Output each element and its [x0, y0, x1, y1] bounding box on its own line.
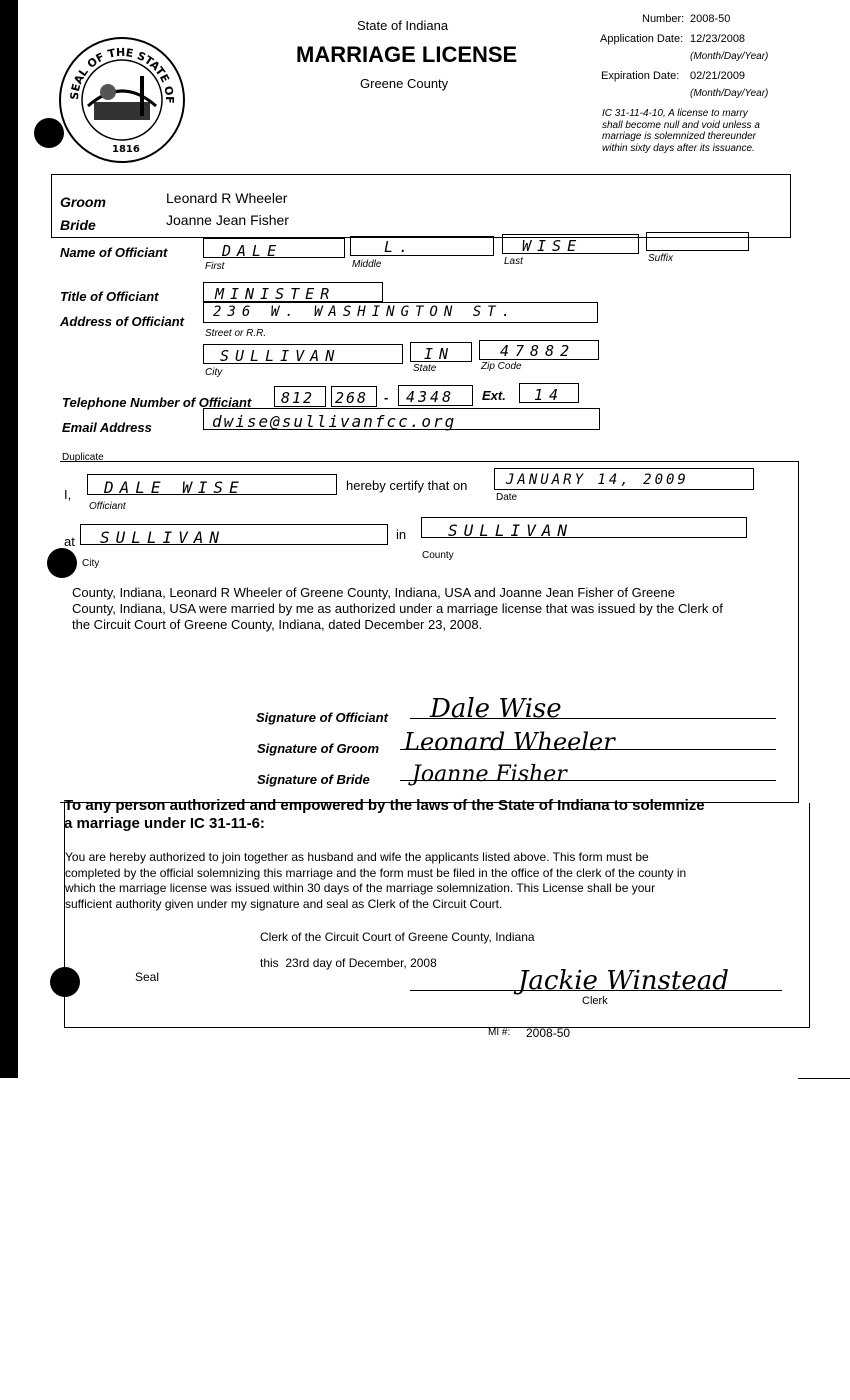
groom-name: Leonard R Wheeler: [166, 190, 288, 206]
phone-prefix: 268: [335, 389, 369, 407]
authority-body-line: sufficient authority given under my signature and seal as Clerk of the Circuit Court.: [65, 896, 503, 911]
last-caption: Last: [504, 256, 523, 267]
date-caption: Date: [496, 492, 518, 503]
duplicate-label: Duplicate: [62, 452, 104, 463]
phone-label: Telephone Number of Officiant: [62, 395, 252, 410]
clerk-of-court: Clerk of the Circuit Court of Greene County, Indiana: [260, 930, 535, 944]
phone-line: 4348: [406, 388, 455, 406]
certification-body: [72, 585, 723, 633]
groom-label: Groom: [60, 194, 106, 210]
statute-note: [602, 108, 760, 154]
ceremony-city-caption: City: [82, 558, 100, 569]
city-caption: City: [205, 367, 223, 378]
bride-signature: Joanne Fisher: [412, 762, 567, 787]
statute-line: IC 31-11-4-10, A license to marry: [602, 108, 748, 119]
bride-name: Joanne Jean Fisher: [166, 212, 289, 228]
certify-text: hereby certify that on: [346, 478, 468, 493]
phone-dash: -: [384, 390, 389, 405]
certify-date: JANUARY 14, 2009: [506, 472, 689, 488]
certify-officiant: DALE WISE: [104, 478, 245, 497]
ceremony-county: SULLIVAN: [448, 521, 574, 540]
header-county: Greene County: [360, 76, 449, 91]
officiant-middle-field[interactable]: [350, 236, 494, 256]
authority-body-line: You are hereby authorized to join together as husband and wife the applicants listed above. This form must be: [65, 850, 649, 864]
county-caption: County: [422, 550, 454, 561]
seal-label: Seal: [135, 970, 160, 984]
officiant-street: 236 W. WASHINGTON ST.: [213, 304, 517, 320]
ext-value: 14: [534, 386, 565, 404]
groom-signature: Leonard Wheeler: [404, 728, 615, 756]
seal-ring-text: SEAL OF THE STATE OF: [67, 45, 177, 104]
officiant-address-label: Address of Officiant: [60, 314, 185, 329]
sig-bride-line: [400, 780, 776, 781]
officiant-caption: Officiant: [89, 501, 126, 512]
officiant-state: IN: [424, 345, 455, 363]
authority-heading-line: To any person authorized and empowered by the laws of the State of Indiana to solemnize: [64, 797, 705, 814]
couple-box: [51, 174, 791, 238]
authority-heading: [64, 797, 705, 833]
officiant-zip: 47882: [500, 342, 576, 360]
email-label: Email Address: [62, 420, 152, 435]
statute-line: shall become null and void unless a: [602, 119, 760, 131]
clerk-label: Clerk: [582, 995, 608, 1007]
suffix-caption: Suffix: [648, 253, 674, 264]
sig-officiant-label: Signature of Officiant: [256, 710, 388, 725]
svg-text:SEAL OF THE STATE OF INDIANA: [58, 36, 176, 104]
officiant-signature: Dale Wise: [430, 694, 562, 724]
officiant-name-label: Name of Officiant: [60, 245, 168, 260]
mi-number: 2008-50: [526, 1026, 571, 1040]
officiant-middle: L.: [384, 238, 415, 256]
middle-caption: Middle: [352, 259, 382, 270]
mi-label: MI #:: [488, 1027, 511, 1038]
ext-label: Ext.: [482, 388, 506, 403]
authority-body: [65, 850, 686, 912]
page-title: MARRIAGE LICENSE: [296, 42, 518, 67]
seal-year: 1816: [112, 144, 140, 155]
date-format-2: (Month/Day/Year): [690, 88, 769, 99]
certification-line: County, Indiana, Leonard R Wheeler of Greene County, Indiana, USA and Joanne Jean Fisher of Greene: [72, 585, 675, 600]
sig-groom-line: [400, 749, 776, 750]
state-seal: [58, 36, 186, 164]
officiant-first: DALE: [222, 242, 283, 260]
expiration-date: 02/21/2009: [690, 70, 746, 82]
application-date-label: Application Date:: [600, 33, 684, 45]
email-value: dwise@sullivanfcc.org: [212, 412, 457, 431]
i-label: I,: [64, 487, 72, 502]
header-state: State of Indiana: [357, 18, 449, 33]
statute-line: marriage is solemnized thereunder: [602, 131, 756, 142]
date-format-1: (Month/Day/Year): [690, 51, 769, 62]
application-date: 12/23/2008: [690, 33, 746, 45]
ceremony-city: SULLIVAN: [100, 528, 226, 547]
expiration-date-label: Expiration Date:: [601, 70, 680, 82]
officiant-title-label: Title of Officiant: [60, 289, 159, 304]
street-caption: Street or R.R.: [205, 328, 267, 339]
certification-line: County, Indiana, USA were married by me as authorized under a marriage license that was issued by the Clerk of: [72, 601, 723, 616]
sig-officiant-line: [410, 718, 776, 719]
authority-body-line: completed by the official solemnizing this marriage and the form must be filed in the office of the clerk of the county in: [65, 865, 687, 880]
clerk-signature: Jackie Winstead: [518, 966, 729, 996]
issue-day: this 23rd day of December, 2008: [260, 956, 437, 970]
sig-groom-label: Signature of Groom: [257, 741, 380, 756]
zip-caption: Zip Code: [481, 361, 522, 372]
officiant-city: SULLIVAN: [220, 347, 341, 365]
authority-heading-line: a marriage under IC 31-11-6:: [64, 815, 265, 832]
state-caption: State: [413, 363, 437, 374]
scan-edge-line: [798, 1078, 850, 1079]
phone-area: 812: [281, 389, 315, 407]
statute-line: within sixty days after its issuance.: [602, 142, 755, 154]
bride-label: Bride: [60, 217, 96, 233]
officiant-last: WISE: [522, 237, 583, 255]
license-number: 2008-50: [690, 13, 731, 25]
officiant-title: MINISTER: [215, 285, 336, 303]
scan-edge-strip: [0, 0, 18, 1078]
certification-line: the Circuit Court of Greene County, Indiana, dated December 23, 2008.: [72, 617, 483, 632]
officiant-suffix-field[interactable]: [646, 232, 749, 251]
authority-body-line: which the marriage license was issued within 30 days of the marriage solemnization. This License shall be your: [65, 881, 656, 895]
clerk-signature-line: [410, 990, 782, 991]
number-label: Number:: [642, 13, 685, 25]
at-label: at: [64, 534, 75, 549]
first-caption: First: [205, 261, 225, 272]
in-label: in: [396, 527, 407, 542]
sig-bride-label: Signature of Bride: [257, 772, 370, 787]
